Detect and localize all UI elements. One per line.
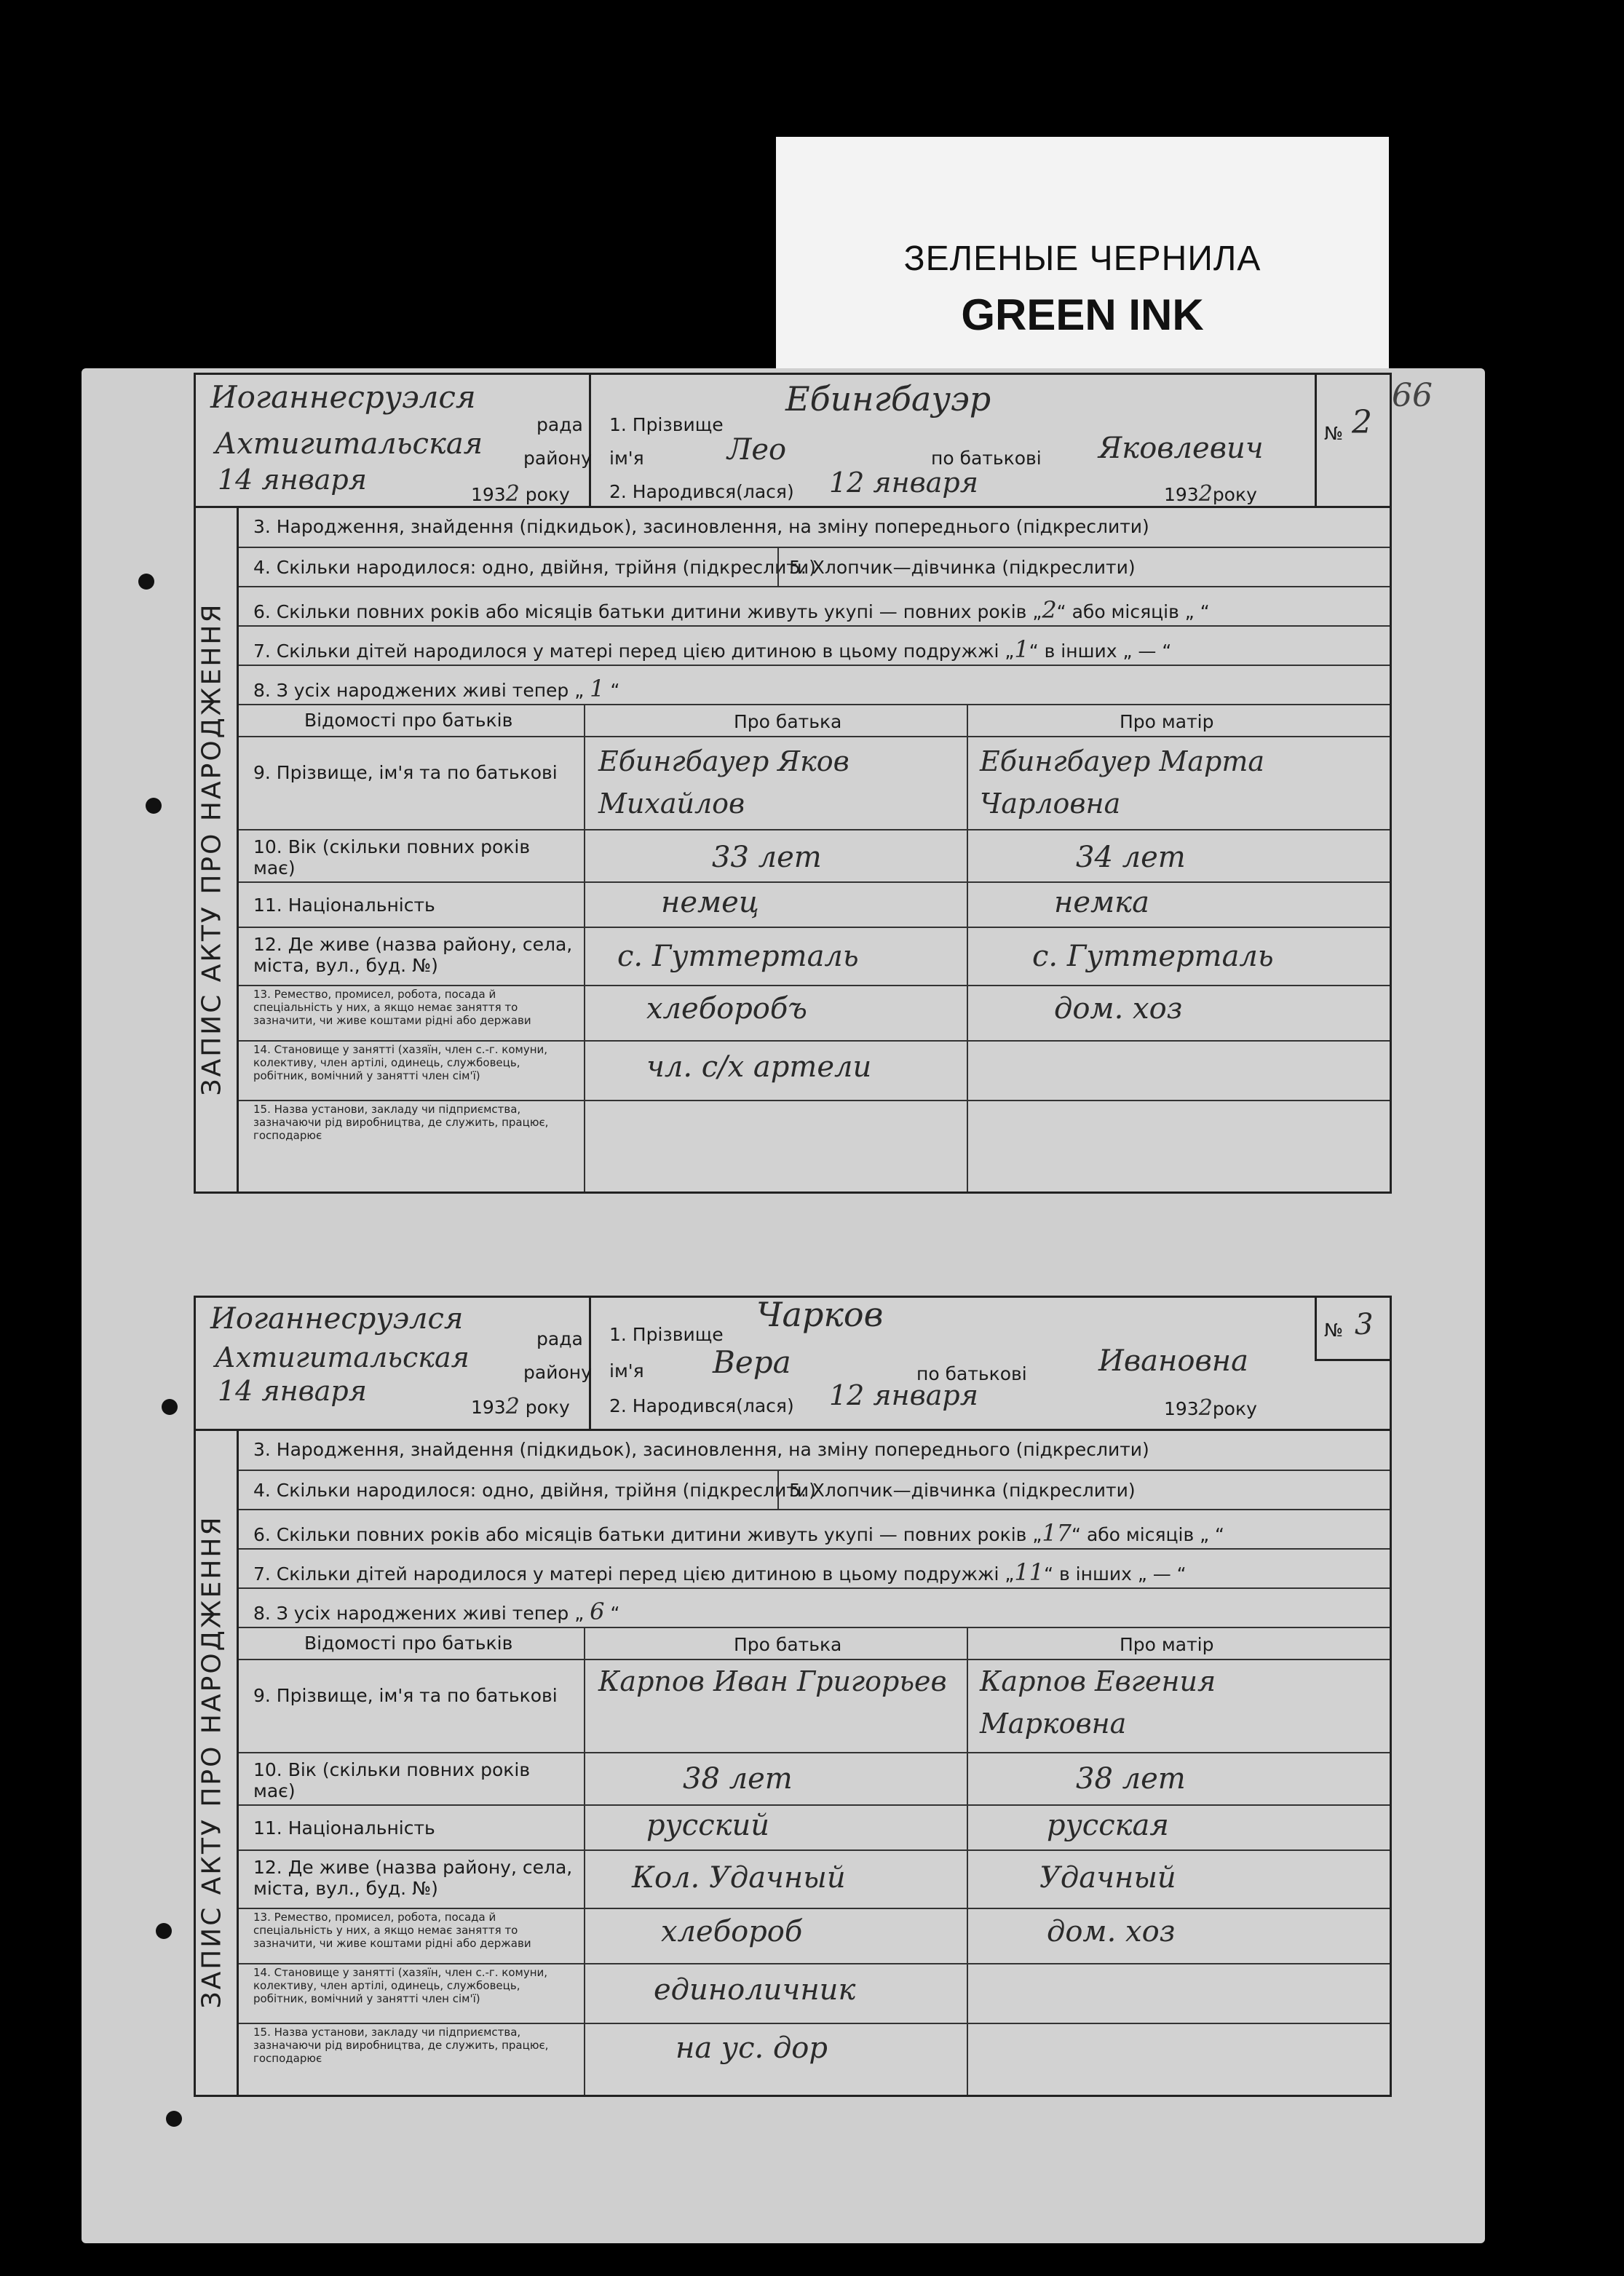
father-status-handwritten: единоличник bbox=[654, 1973, 856, 2007]
mother-age-handwritten: 34 лет bbox=[1076, 841, 1186, 874]
field-13-label: 13. Ремество, промисел, робота, посада й спеціальність у них, а якщо немає заняття то зазначити, чи живе коштами рідні або держави bbox=[253, 988, 531, 1027]
field-4-label: 4. Скільки народилося: одно, двійня, трійня (підкреслити) bbox=[253, 1480, 816, 1501]
father-nationality-handwritten: русский bbox=[646, 1809, 770, 1842]
field-5-label: 5. Хлопчик—дівчинка (підкреслити) bbox=[789, 1480, 1136, 1501]
field-13-label: 13. Ремество, промисел, робота, посада й спеціальність у них, а якщо немає заняття то зазначити, чи живе коштами рідні або держави bbox=[253, 1911, 531, 1950]
record-body bbox=[237, 506, 1390, 1191]
mother-header: Про матір bbox=[1120, 1634, 1214, 1655]
mother-nationality-handwritten: русская bbox=[1047, 1809, 1169, 1842]
year-label: 1932 року bbox=[471, 1394, 570, 1419]
field-9-label: 9. Прізвище, ім'я та по батькові bbox=[253, 1685, 558, 1706]
registry-block bbox=[196, 1298, 591, 1429]
registry-block bbox=[196, 375, 591, 506]
record-header bbox=[196, 375, 1390, 508]
parents-table bbox=[239, 1627, 1390, 2095]
binding-hole bbox=[146, 798, 162, 814]
surname-label: 1. Прізвище bbox=[609, 414, 724, 435]
number-block bbox=[1315, 1298, 1390, 1361]
field-11-label: 11. Національність bbox=[253, 1817, 435, 1839]
field-14-label: 14. Становище у занятті (хазяїн, член с.-г. комуни, колективу, член артілі, одинець, службовець, робітник, вомічний у занятті член сім'ї) bbox=[253, 1966, 548, 2005]
field-12-label: 12. Де живе (назва району, села, міста, вул., буд. №) bbox=[253, 934, 573, 976]
surname-handwritten: Ебингбауэр bbox=[785, 379, 991, 419]
binding-hole bbox=[166, 2111, 182, 2127]
born-handwritten: 12 января bbox=[829, 1379, 978, 1411]
field-8-label: 8. З усіх народжених живі тепер „ 6 “ bbox=[253, 1598, 620, 1625]
side-title: ЗАПИС АКТУ ПРО НАРОДЖЕННЯ bbox=[197, 1515, 227, 2009]
name-handwritten: Вера bbox=[713, 1344, 791, 1380]
number-handwritten: 3 bbox=[1355, 1308, 1374, 1341]
mother-name-handwritten: Ебингбауер Марта Чарловна bbox=[980, 745, 1265, 820]
born-year-label: 1932року bbox=[1164, 481, 1257, 507]
born-label: 2. Народився(лася) bbox=[609, 1395, 794, 1416]
binding-hole bbox=[138, 574, 154, 590]
father-age-handwritten: 33 лет bbox=[712, 841, 822, 874]
field-8-label: 8. З усіх народжених живі тепер „ 1 “ bbox=[253, 675, 620, 702]
born-handwritten: 12 января bbox=[829, 467, 978, 499]
father-nationality-handwritten: немец bbox=[661, 886, 759, 919]
birth-record-2 bbox=[194, 1296, 1392, 2097]
surname-handwritten: Чарков bbox=[756, 1295, 884, 1334]
binding-hole bbox=[162, 1399, 178, 1415]
field-3-label: 3. Народження, знайдення (підкидьок), засиновлення, на зміну попереднього (підкреслити) bbox=[253, 516, 1149, 537]
field-7-label: 7. Скільки дітей народилося у матері перед цією дитиною в цьому подружжі „11“ в інших „ — “ bbox=[253, 1558, 1187, 1586]
surname-label: 1. Прізвище bbox=[609, 1324, 724, 1345]
number-label: № bbox=[1324, 1320, 1344, 1341]
number-handwritten: 2 bbox=[1352, 404, 1372, 441]
mother-header: Про матір bbox=[1120, 711, 1214, 732]
name-handwritten: Лео bbox=[727, 433, 787, 467]
father-org-handwritten: на ус. дор bbox=[676, 2031, 828, 2065]
ink-note-card bbox=[776, 137, 1389, 371]
record-header bbox=[196, 1295, 1390, 1431]
rada-label: рада bbox=[536, 414, 583, 435]
born-label: 2. Народився(лася) bbox=[609, 481, 794, 502]
mother-job-handwritten: дом. хоз bbox=[1047, 1915, 1176, 1948]
field-6-label: 6. Скільки повних років або місяців батьки дитини живуть укупі — повних років „2“ або місяців „ “ bbox=[253, 596, 1210, 624]
born-year-label: 1932року bbox=[1164, 1395, 1257, 1421]
rayonu-label: району bbox=[523, 1362, 592, 1383]
year-label: 1932 року bbox=[471, 481, 570, 507]
council-handwritten: Иоганнесруэлся bbox=[210, 1302, 464, 1336]
father-job-handwritten: хлебороб bbox=[661, 1915, 803, 1948]
field-12-label: 12. Де живе (назва району, села, міста, вул., буд. №) bbox=[253, 1857, 573, 1899]
name-label: ім'я bbox=[609, 448, 644, 469]
father-age-handwritten: 38 лет bbox=[683, 1762, 793, 1796]
father-place-handwritten: с. Гуттерталь bbox=[617, 940, 859, 973]
district-handwritten: Ахтигитальская bbox=[215, 427, 483, 461]
mother-place-handwritten: Удачный bbox=[1039, 1861, 1176, 1895]
field-15-label: 15. Назва установи, закладу чи підприємства, зазначаючи рід виробництва, де служить, працює, господарює bbox=[253, 1103, 549, 1142]
father-header: Про батька bbox=[734, 711, 842, 732]
father-name-handwritten: Ебингбауер Яков Михайлов bbox=[598, 745, 849, 820]
father-name-handwritten: Карпов Иван Григорьев bbox=[598, 1665, 947, 1697]
field-6-label: 6. Скільки повних років або місяців батьки дитини живуть укупі — повних років „17“ або місяців „ “ bbox=[253, 1519, 1224, 1547]
page-number: 66 bbox=[1392, 377, 1433, 414]
parents-header: Відомості про батьків bbox=[304, 1633, 513, 1654]
mother-age-handwritten: 38 лет bbox=[1076, 1762, 1186, 1796]
child-block bbox=[589, 375, 1317, 506]
mother-name-handwritten: Карпов Евгения Марковна bbox=[980, 1665, 1216, 1740]
number-block bbox=[1315, 375, 1390, 506]
mother-job-handwritten: дом. хоз bbox=[1054, 992, 1183, 1026]
binding-hole bbox=[156, 1923, 172, 1939]
father-header: Про батька bbox=[734, 1634, 842, 1655]
date-handwritten: 14 января bbox=[218, 464, 367, 496]
record-body bbox=[237, 1429, 1390, 2095]
parents-header: Відомості про батьків bbox=[304, 710, 513, 731]
side-title: ЗАПИС АКТУ ПРО НАРОДЖЕННЯ bbox=[197, 602, 227, 1095]
council-handwritten: Иоганнесруэлся bbox=[210, 379, 476, 415]
field-10-label: 10. Вік (скільки повних років має) bbox=[253, 1759, 531, 1801]
field-10-label: 10. Вік (скільки повних років має) bbox=[253, 836, 531, 879]
date-handwritten: 14 января bbox=[218, 1375, 367, 1407]
number-label: № bbox=[1324, 423, 1344, 444]
field-3-label: 3. Народження, знайдення (підкидьок), засиновлення, на зміну попереднього (підкреслити) bbox=[253, 1439, 1149, 1460]
field-14-label: 14. Становище у занятті (хазяїн, член с.-г. комуни, колективу, член артілі, одинець, службовець, робітник, вомічний у занятті член сім'ї) bbox=[253, 1043, 548, 1082]
district-handwritten: Ахтигитальская bbox=[215, 1341, 470, 1373]
patronymic-label: по батькові bbox=[931, 448, 1042, 469]
field-9-label: 9. Прізвище, ім'я та по батькові bbox=[253, 762, 558, 783]
father-status-handwritten: чл. с/х артели bbox=[646, 1050, 872, 1084]
child-block bbox=[589, 1295, 1317, 1429]
mother-place-handwritten: с. Гуттерталь bbox=[1032, 940, 1274, 973]
ink-note-english: GREEN INK bbox=[961, 290, 1204, 339]
field-15-label: 15. Назва установи, закладу чи підприємства, зазначаючи рід виробництва, де служить, працює, господарює bbox=[253, 2026, 549, 2065]
mother-nationality-handwritten: немка bbox=[1054, 886, 1149, 919]
rada-label: рада bbox=[536, 1328, 583, 1349]
rayonu-label: району bbox=[523, 448, 592, 469]
father-job-handwritten: хлеборобъ bbox=[646, 992, 807, 1026]
field-7-label: 7. Скільки дітей народилося у матері перед цією дитиною в цьому подружжі „1“ в інших „ — “ bbox=[253, 635, 1172, 663]
ink-note-russian: ЗЕЛЕНЫЕ ЧЕРНИЛА bbox=[903, 239, 1261, 278]
patronymic-handwritten: Яковлевич bbox=[1098, 432, 1264, 465]
birth-record-1 bbox=[194, 373, 1392, 1194]
field-5-label: 5. Хлопчик—дівчинка (підкреслити) bbox=[789, 557, 1136, 578]
patronymic-handwritten: Ивановна bbox=[1098, 1344, 1248, 1378]
field-11-label: 11. Національність bbox=[253, 895, 435, 916]
patronymic-label: по батькові bbox=[916, 1363, 1027, 1384]
parents-table bbox=[239, 704, 1390, 1191]
father-place-handwritten: Кол. Удачный bbox=[632, 1861, 846, 1895]
name-label: ім'я bbox=[609, 1360, 644, 1381]
field-4-label: 4. Скільки народилося: одно, двійня, трійня (підкреслити) bbox=[253, 557, 816, 578]
